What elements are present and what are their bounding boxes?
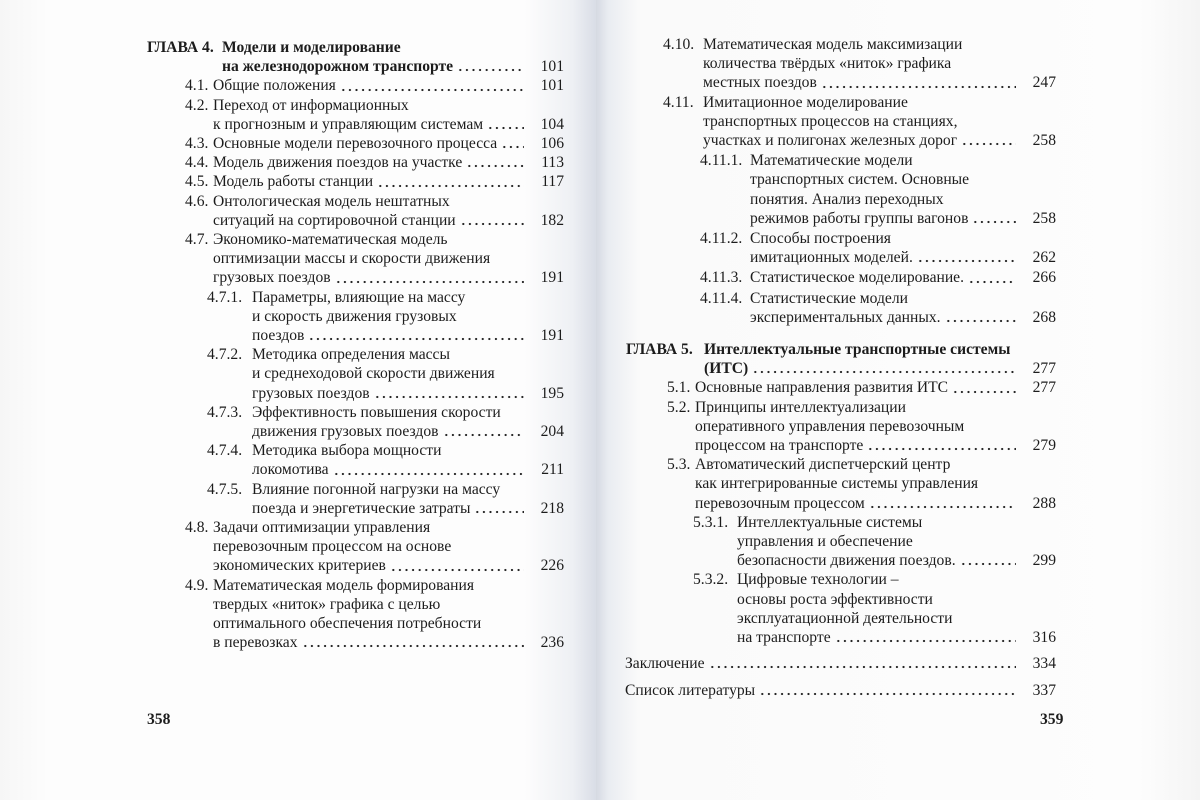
toc-entry-title-line: Математические модели [750, 152, 913, 170]
toc-entry-number: 5.2. [667, 398, 691, 416]
toc-entry-title-line: поезда и энергетические затраты [252, 499, 471, 517]
toc-entry-title-line: перевозочным процессом на основе [213, 538, 452, 556]
toc-entry [147, 288, 564, 346]
toc-page-number: 101 [540, 77, 564, 95]
toc-entry-last-line [213, 115, 564, 134]
dot-leader [759, 681, 1016, 700]
toc-entry [625, 93, 1056, 151]
page-number-left: 358 [147, 711, 171, 728]
toc-entry-title-line: и среднеходовой скорости движения [252, 365, 495, 383]
toc-entry [625, 654, 1056, 673]
toc-entry-title-line: и скорость движения грузовых [252, 307, 457, 325]
dot-leader [961, 131, 1016, 150]
toc-entry-number: 4.2. [185, 96, 209, 114]
toc-entry-title-line: Математическая модель максимизации [703, 36, 963, 53]
toc-entry [625, 289, 1056, 327]
toc-entry-last-line [695, 494, 1056, 513]
toc-entry-last-line [703, 73, 1056, 92]
toc-entry [147, 153, 564, 172]
toc-entry-last-line [750, 248, 1056, 267]
toc-entry-title-line: оперативного управления перевозочным [695, 417, 965, 435]
toc-entry-number: 4.5. [185, 173, 209, 191]
toc-entry [625, 398, 1056, 456]
toc-entry [625, 570, 1056, 647]
toc-chapter-entry [147, 38, 564, 76]
toc-entry [625, 378, 1056, 397]
dot-leader [968, 268, 1016, 287]
toc-entry-title-line: количества твёрдых «ниток» графика [703, 55, 952, 73]
toc-entry-title-line: на транспорте [737, 629, 831, 647]
toc-entry [147, 345, 564, 403]
toc-entry-title-line: Имитационное моделирование [703, 93, 908, 111]
toc-entry-title-line: Заключение [625, 655, 705, 673]
table-of-contents-left [147, 38, 564, 653]
toc-entry-number: 4.6. [185, 192, 209, 210]
toc-entry-title-line: Общие положения [213, 77, 336, 95]
toc-entry-title-line: в перевозках [213, 634, 298, 652]
toc-entry-number: ГЛАВА 4. [147, 39, 214, 56]
toc-page-number: 211 [541, 461, 564, 479]
toc-entry-title-line: локомотива [252, 461, 329, 479]
toc-entry-title-line: участках и полигонах железных дорог [703, 132, 958, 150]
toc-entry-title-line: Параметры, влияющие на массу [252, 288, 466, 306]
toc-entry [147, 96, 564, 134]
toc-entry-number: 4.11.1. [700, 152, 743, 170]
toc-entry-title-line: грузовых поездов [252, 384, 370, 402]
toc-page-number: 268 [1032, 308, 1056, 326]
toc-page-number: 113 [541, 154, 564, 172]
dot-leader [821, 73, 1016, 92]
toc-entry-last-line [625, 681, 1056, 700]
toc-page-number: 101 [540, 58, 564, 76]
toc-entry-title-line: Модель движения поездов на участке [213, 154, 463, 172]
toc-entry-number: 4.8. [185, 519, 209, 537]
toc-entry [147, 403, 564, 441]
toc-entry-number: 4.7. [185, 231, 209, 249]
toc-entry-last-line [750, 308, 1056, 327]
toc-entry-last-line [737, 551, 1056, 570]
toc-entry-last-line [213, 556, 564, 575]
toc-page-number: 236 [540, 634, 564, 652]
toc-entry-number: 5.1. [667, 379, 691, 397]
toc-page-number: 334 [1032, 655, 1056, 673]
toc-entry [625, 268, 1056, 287]
toc-page-number: 258 [1032, 132, 1056, 150]
toc-entry-title-line: Способы построения [750, 230, 891, 248]
toc-entry [147, 192, 564, 230]
toc-entry-last-line [213, 172, 564, 191]
toc-entry [147, 76, 564, 95]
toc-page-number: 258 [1032, 209, 1056, 227]
toc-page-number: 182 [540, 211, 564, 229]
toc-entry-last-line [750, 268, 1056, 287]
toc-entry-title-line: Основные направления развития ИТС [695, 379, 949, 397]
dot-leader [335, 268, 524, 287]
dot-leader [867, 436, 1016, 455]
toc-entry-last-line [695, 378, 1056, 397]
toc-entry-number: 4.7.3. [207, 403, 243, 421]
toc-entry-last-line [703, 131, 1056, 150]
toc-entry-title-line: на железнодорожном транспорте [222, 58, 454, 76]
dot-leader [952, 378, 1016, 397]
right-page [596, 0, 1200, 800]
dot-leader [443, 422, 525, 441]
toc-entry-title-line: Статистическое моделирование. [750, 269, 965, 287]
toc-page-number: 299 [1032, 552, 1056, 570]
toc-entry-last-line [252, 422, 564, 441]
toc-entry-number: 4.7.4. [207, 442, 243, 460]
toc-page-number: 277 [1032, 360, 1056, 378]
toc-page-number: 218 [540, 499, 564, 517]
toc-entry [625, 455, 1056, 513]
dot-leader [945, 308, 1016, 327]
toc-entry [625, 35, 1056, 93]
toc-entry-last-line [213, 211, 564, 230]
toc-entry-title-line: транспортных систем. Основные [750, 171, 970, 189]
toc-entry-title-line: Влияние погонной нагрузки на массу [252, 480, 501, 498]
toc-entry-last-line [222, 57, 564, 76]
toc-entry-title-line: процессом на транспорте [695, 437, 864, 455]
toc-entry-title-line: оптимального обеспечения потребности [213, 615, 482, 633]
toc-page-number: 104 [540, 115, 564, 133]
toc-entry-number: ГЛАВА 5. [626, 341, 693, 359]
dot-leader [340, 76, 524, 95]
toc-entry-title-line: как интегрированные системы управления [695, 475, 979, 493]
toc-entry [147, 480, 564, 518]
dot-leader [917, 248, 1016, 267]
toc-entry-title-line: Автоматический диспетчерский центр [695, 456, 951, 474]
dot-leader [501, 134, 524, 153]
toc-entry-last-line [704, 359, 1056, 378]
dot-leader [972, 209, 1016, 228]
toc-entry-title-line: Задачи оптимизации управления [213, 519, 431, 537]
toc-entry-title-line: движения грузовых поездов [252, 423, 439, 441]
toc-entry-title-line: экспериментальных данных. [750, 308, 941, 326]
dot-leader [333, 460, 524, 479]
toc-entry-last-line [252, 384, 564, 403]
toc-entry-number: 4.11.4. [700, 289, 743, 307]
toc-entry-last-line [625, 654, 1056, 673]
dot-leader [390, 556, 524, 575]
toc-entry-number: 4.9. [185, 576, 209, 594]
toc-entry [147, 518, 564, 576]
toc-entry-title-line: Основные модели перевозочного процесса [213, 135, 498, 153]
toc-entry-number: 4.7.5. [207, 480, 243, 498]
toc-page-number: 191 [540, 269, 564, 287]
toc-entry-title-line: Принципы интеллектуализации [695, 398, 906, 416]
toc-entry [147, 172, 564, 191]
toc-entry-number: 4.7.2. [207, 346, 243, 364]
toc-entry-title-line: имитационных моделей. [750, 249, 913, 267]
toc-entry [147, 576, 564, 653]
toc-page-number: 106 [540, 135, 564, 153]
toc-entry-last-line [750, 209, 1056, 228]
toc-page-number: 277 [1032, 379, 1056, 397]
toc-entry-title-line: Экономико-математическая модель [213, 231, 448, 249]
toc-entry-title-line: Цифровые технологии – [737, 571, 899, 589]
toc-entry-title-line: Список литературы [625, 681, 756, 699]
dot-leader [835, 628, 1016, 647]
toc-entry-title-line: оптимизации массы и скорости движения [213, 250, 491, 268]
toc-entry [625, 513, 1056, 571]
toc-entry-last-line [213, 633, 564, 652]
toc-entry-title-line: понятия. Анализ переходных [750, 190, 944, 208]
toc-entry-title-line: Модель работы станции [213, 173, 374, 191]
dot-leader [308, 326, 524, 345]
toc-entry [625, 229, 1056, 267]
toc-entry-title-line: экономических критериев [213, 557, 386, 575]
toc-entry-title-line: Переход от информационных [213, 96, 409, 114]
dot-leader [709, 654, 1016, 673]
toc-entry-title-line: Эффективность повышения скорости [252, 403, 501, 421]
toc-entry-title-line: Математическая модель формирования [213, 576, 475, 594]
toc-entry-number: 4.11.2. [700, 230, 743, 248]
toc-entry-title-line: (ИТС) [704, 360, 749, 378]
toc-page-number: 117 [541, 173, 564, 191]
dot-leader [460, 211, 524, 230]
toc-page-number: 266 [1032, 269, 1056, 287]
toc-entry-title-line: Методика выбора мощности [252, 442, 442, 460]
toc-entry-last-line [737, 628, 1056, 647]
toc-entry-title-line: Методика определения массы [252, 346, 450, 364]
toc-entry-title-line: Интеллектуальные транспортные системы [704, 341, 1011, 359]
toc-entry-title-line: Статистические модели [750, 289, 908, 307]
toc-page-number: 191 [540, 327, 564, 345]
toc-entry [625, 151, 1056, 228]
toc-entry-title-line: ситуаций на сортировочной станции [213, 211, 456, 229]
toc-entry-number: 5.3.1. [693, 513, 729, 531]
toc-page-number: 204 [540, 423, 564, 441]
toc-entry-number: 4.3. [185, 135, 209, 153]
toc-page-number: 316 [1032, 629, 1056, 647]
toc-page-number: 279 [1032, 437, 1056, 455]
toc-chapter-entry [625, 340, 1056, 378]
toc-entry-title-line: местных поездов [703, 74, 817, 92]
toc-entry-number: 4.10. [663, 36, 695, 53]
toc-entry-number: 4.7.1. [207, 288, 243, 306]
toc-entry-title-line: перевозочным процессом [695, 494, 865, 512]
toc-entry-title-line: основы роста эффективности [737, 590, 933, 608]
toc-entry [147, 441, 564, 479]
toc-entry [147, 134, 564, 153]
toc-entry-title-line: к прогнозным и управляющим системам [213, 115, 484, 133]
toc-entry-number: 4.4. [185, 154, 209, 172]
dot-leader [302, 633, 524, 652]
dot-leader [377, 172, 524, 191]
toc-entry-title-line: режимов работы группы вагонов [750, 209, 969, 227]
toc-entry-title-line: грузовых поездов [213, 269, 331, 287]
dot-leader [487, 115, 524, 134]
toc-entry-last-line [213, 268, 564, 287]
page-number-right: 359 [1040, 711, 1064, 728]
toc-entry-last-line [252, 499, 564, 518]
table-of-contents-right [625, 35, 1056, 700]
toc-entry-title-line: поездов [252, 327, 305, 345]
toc-entry-title-line: Модели и моделирование [222, 39, 401, 56]
toc-entry-title-line: транспортных процессов на станциях, [703, 112, 958, 130]
dot-leader [374, 384, 524, 403]
dot-leader [869, 494, 1016, 513]
left-page [0, 0, 596, 800]
toc-entry-title-line: управления и обеспечение [737, 533, 913, 551]
toc-entry-number: 4.1. [185, 77, 209, 95]
toc-entry-last-line [213, 134, 564, 153]
toc-entry-last-line [252, 460, 564, 479]
toc-entry [147, 230, 564, 288]
toc-page-number: 262 [1032, 249, 1056, 267]
toc-entry-last-line [213, 76, 564, 95]
toc-entry-number: 4.11.3. [700, 269, 743, 287]
dot-leader [960, 551, 1016, 570]
dot-leader [466, 153, 524, 172]
toc-entry-number: 5.3. [667, 456, 691, 474]
toc-entry-number: 4.11. [663, 93, 694, 111]
toc-entry-last-line [213, 153, 564, 172]
toc-page-number: 195 [540, 384, 564, 402]
toc-page-number: 337 [1032, 681, 1056, 699]
toc-page-number: 288 [1032, 494, 1056, 512]
toc-entry-last-line [252, 326, 564, 345]
toc-entry-number: 5.3.2. [693, 571, 729, 589]
toc-entry-title-line: эксплуатационной деятельности [737, 609, 953, 627]
toc-entry [625, 681, 1056, 700]
dot-leader [752, 359, 1016, 378]
toc-entry-last-line [695, 436, 1056, 455]
toc-entry-title-line: твердых «ниток» графика с целью [213, 595, 441, 613]
toc-entry-title-line: Онтологическая модель нештатных [213, 192, 450, 210]
toc-page-number: 226 [540, 557, 564, 575]
dot-leader [457, 57, 524, 76]
toc-page-number: 247 [1032, 74, 1056, 92]
toc-entry-title-line: безопасности движения поездов. [737, 552, 956, 570]
toc-entry-title-line: Интеллектуальные системы [737, 513, 923, 531]
dot-leader [474, 499, 524, 518]
